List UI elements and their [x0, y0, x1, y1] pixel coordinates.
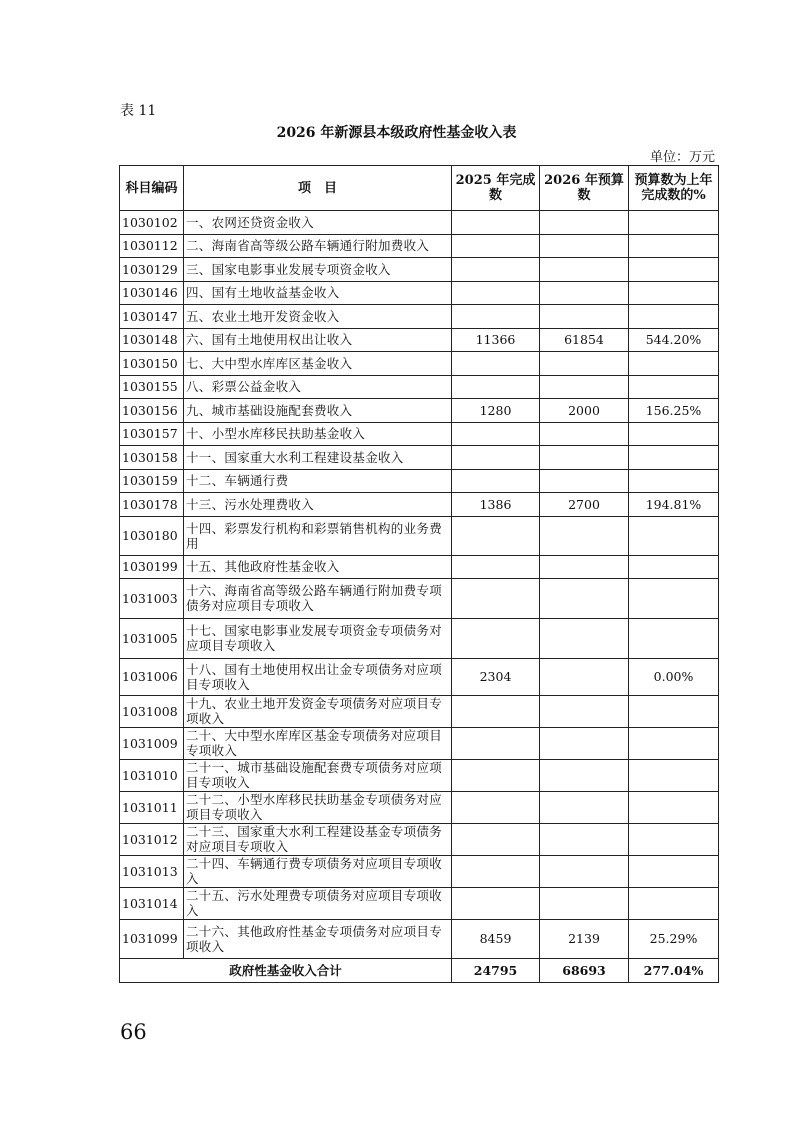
row-code: 1030129 — [120, 258, 184, 282]
row-code: 1030180 — [120, 516, 184, 555]
row-actual-2025 — [452, 855, 540, 887]
row-actual-2025 — [452, 281, 540, 305]
row-code: 1030178 — [120, 493, 184, 517]
row-item: 六、国有土地使用权出让收入 — [184, 328, 452, 352]
row-budget-2026 — [540, 234, 629, 258]
row-ratio — [629, 791, 719, 823]
table-row — [120, 727, 719, 759]
row-actual-2025 — [452, 555, 540, 578]
row-ratio: 0.00% — [629, 658, 719, 695]
table-row — [120, 919, 719, 958]
row-item: 五、农业土地开发资金收入 — [184, 305, 452, 329]
row-code: 1031099 — [120, 919, 184, 958]
row-item: 一、农网还贷资金收入 — [184, 211, 452, 235]
row-ratio — [629, 823, 719, 855]
document-title: 2026 年新源县本级政府性基金收入表 — [276, 125, 517, 141]
row-budget-2026 — [540, 823, 629, 855]
row-actual-2025 — [452, 352, 540, 376]
row-budget-2026 — [540, 658, 629, 695]
row-code: 1031014 — [120, 887, 184, 919]
row-code: 1031009 — [120, 727, 184, 759]
row-budget-2026 — [540, 281, 629, 305]
row-item: 十、小型水库移民扶助基金收入 — [184, 422, 452, 446]
row-budget-2026 — [540, 887, 629, 919]
row-code: 1031008 — [120, 695, 184, 727]
row-budget-2026 — [540, 446, 629, 470]
row-budget-2026 — [540, 855, 629, 887]
row-budget-2026 — [540, 305, 629, 329]
row-budget-2026 — [540, 791, 629, 823]
total-ratio: 277.04% — [629, 958, 719, 982]
table-row — [120, 258, 719, 282]
row-actual-2025 — [452, 759, 540, 791]
row-actual-2025 — [452, 469, 540, 493]
row-code: 1031010 — [120, 759, 184, 791]
total-budget-2026: 68693 — [540, 958, 629, 982]
row-item: 二十五、污水处理费专项债务对应项目专项收入 — [184, 887, 452, 919]
table-row — [120, 328, 719, 352]
row-budget-2026 — [540, 727, 629, 759]
row-budget-2026 — [540, 375, 629, 399]
row-actual-2025: 2304 — [452, 658, 540, 695]
row-budget-2026: 61854 — [540, 328, 629, 352]
row-code: 1031006 — [120, 658, 184, 695]
row-budget-2026 — [540, 695, 629, 727]
row-item: 八、彩票公益金收入 — [184, 375, 452, 399]
row-actual-2025: 1386 — [452, 493, 540, 517]
row-code: 1030199 — [120, 555, 184, 578]
row-budget-2026: 2700 — [540, 493, 629, 517]
table-row — [120, 578, 719, 618]
row-item: 十三、污水处理费收入 — [184, 493, 452, 517]
table-row — [120, 555, 719, 578]
row-item: 九、城市基础设施配套费收入 — [184, 399, 452, 423]
row-code: 1031012 — [120, 823, 184, 855]
row-ratio — [629, 305, 719, 329]
header-code: 科目编码 — [120, 166, 184, 211]
table-number: 表 11 — [120, 103, 157, 119]
row-actual-2025 — [452, 695, 540, 727]
row-item: 二十六、其他政府性基金专项债务对应项目专项收入 — [184, 919, 452, 958]
row-ratio — [629, 446, 719, 470]
row-actual-2025 — [452, 422, 540, 446]
row-item: 十五、其他政府性基金收入 — [184, 555, 452, 578]
row-actual-2025: 1280 — [452, 399, 540, 423]
table-row — [120, 855, 719, 887]
table-row — [120, 887, 719, 919]
row-ratio: 156.25% — [629, 399, 719, 423]
row-actual-2025: 8459 — [452, 919, 540, 958]
row-item: 二十三、国家重大水利工程建设基金专项债务对应项目专项收入 — [184, 823, 452, 855]
header-item: 项 目 — [184, 166, 452, 211]
table-row — [120, 422, 719, 446]
row-item: 二、海南省高等级公路车辆通行附加费收入 — [184, 234, 452, 258]
row-actual-2025 — [452, 887, 540, 919]
row-budget-2026: 2139 — [540, 919, 629, 958]
page-number: 66 — [120, 1020, 147, 1044]
row-actual-2025 — [452, 578, 540, 618]
row-ratio — [629, 578, 719, 618]
row-ratio — [629, 375, 719, 399]
row-ratio: 194.81% — [629, 493, 719, 517]
fund-revenue-table — [119, 165, 719, 983]
table-row — [120, 516, 719, 555]
table-row — [120, 759, 719, 791]
row-code: 1030159 — [120, 469, 184, 493]
row-item: 七、大中型水库库区基金收入 — [184, 352, 452, 376]
table-row — [120, 791, 719, 823]
row-item: 四、国有土地收益基金收入 — [184, 281, 452, 305]
row-code: 1030156 — [120, 399, 184, 423]
row-item: 十七、国家电影事业发展专项资金专项债务对应项目专项收入 — [184, 618, 452, 658]
row-actual-2025 — [452, 305, 540, 329]
row-item: 三、国家电影事业发展专项资金收入 — [184, 258, 452, 282]
table-row — [120, 446, 719, 470]
row-ratio — [629, 422, 719, 446]
row-budget-2026 — [540, 618, 629, 658]
row-code: 1030155 — [120, 375, 184, 399]
row-item: 二十四、车辆通行费专项债务对应项目专项收入 — [184, 855, 452, 887]
table-row — [120, 305, 719, 329]
table-row — [120, 823, 719, 855]
header-actual-2025: 2025 年完成数 — [452, 166, 540, 211]
row-actual-2025 — [452, 618, 540, 658]
row-budget-2026 — [540, 759, 629, 791]
row-ratio — [629, 555, 719, 578]
row-code: 1031003 — [120, 578, 184, 618]
row-budget-2026 — [540, 258, 629, 282]
row-actual-2025 — [452, 211, 540, 235]
row-ratio — [629, 211, 719, 235]
row-budget-2026 — [540, 578, 629, 618]
table-row — [120, 375, 719, 399]
row-ratio — [629, 234, 719, 258]
row-budget-2026 — [540, 469, 629, 493]
table-row — [120, 469, 719, 493]
row-actual-2025 — [452, 446, 540, 470]
row-budget-2026: 2000 — [540, 399, 629, 423]
row-ratio — [629, 352, 719, 376]
row-code: 1031005 — [120, 618, 184, 658]
row-code: 1031013 — [120, 855, 184, 887]
total-actual-2025: 24795 — [452, 958, 540, 982]
row-item: 十九、农业土地开发资金专项债务对应项目专项收入 — [184, 695, 452, 727]
row-code: 1031011 — [120, 791, 184, 823]
total-row — [120, 958, 719, 982]
row-budget-2026 — [540, 555, 629, 578]
table-row — [120, 618, 719, 658]
row-ratio: 25.29% — [629, 919, 719, 958]
row-code: 1030146 — [120, 281, 184, 305]
row-ratio — [629, 281, 719, 305]
table-row — [120, 493, 719, 517]
table-row — [120, 695, 719, 727]
unit-label: 单位：万元 — [649, 150, 715, 165]
row-code: 1030148 — [120, 328, 184, 352]
row-actual-2025 — [452, 234, 540, 258]
row-ratio: 544.20% — [629, 328, 719, 352]
row-code: 1030157 — [120, 422, 184, 446]
row-item: 二十二、小型水库移民扶助基金专项债务对应项目专项收入 — [184, 791, 452, 823]
row-ratio — [629, 887, 719, 919]
row-ratio — [629, 258, 719, 282]
row-code: 1030158 — [120, 446, 184, 470]
total-label: 政府性基金收入合计 — [120, 958, 452, 982]
row-actual-2025 — [452, 727, 540, 759]
row-item: 十八、国有土地使用权出让金专项债务对应项目专项收入 — [184, 658, 452, 695]
row-budget-2026 — [540, 211, 629, 235]
row-code: 1030147 — [120, 305, 184, 329]
table-row — [120, 281, 719, 305]
row-actual-2025 — [452, 516, 540, 555]
table-row — [120, 211, 719, 235]
row-code: 1030150 — [120, 352, 184, 376]
row-item: 二十一、城市基础设施配套费专项债务对应项目专项收入 — [184, 759, 452, 791]
header-ratio: 预算数为上年完成数的% — [629, 166, 719, 211]
row-item: 十一、国家重大水利工程建设基金收入 — [184, 446, 452, 470]
row-actual-2025 — [452, 791, 540, 823]
row-actual-2025 — [452, 823, 540, 855]
row-ratio — [629, 516, 719, 555]
table-row — [120, 234, 719, 258]
row-budget-2026 — [540, 422, 629, 446]
row-ratio — [629, 855, 719, 887]
row-budget-2026 — [540, 352, 629, 376]
row-item: 二十、大中型水库库区基金专项债务对应项目专项收入 — [184, 727, 452, 759]
table-row — [120, 352, 719, 376]
row-ratio — [629, 759, 719, 791]
row-code: 1030112 — [120, 234, 184, 258]
row-item: 十二、车辆通行费 — [184, 469, 452, 493]
row-actual-2025 — [452, 258, 540, 282]
row-budget-2026 — [540, 516, 629, 555]
row-ratio — [629, 695, 719, 727]
table-row — [120, 399, 719, 423]
table-row — [120, 658, 719, 695]
row-ratio — [629, 469, 719, 493]
row-actual-2025 — [452, 375, 540, 399]
row-actual-2025: 11366 — [452, 328, 540, 352]
row-code: 1030102 — [120, 211, 184, 235]
row-ratio — [629, 727, 719, 759]
row-ratio — [629, 618, 719, 658]
header-budget-2026: 2026 年预算数 — [540, 166, 629, 211]
row-item: 十六、海南省高等级公路车辆通行附加费专项债务对应项目专项收入 — [184, 578, 452, 618]
row-item: 十四、彩票发行机构和彩票销售机构的业务费用 — [184, 516, 452, 555]
